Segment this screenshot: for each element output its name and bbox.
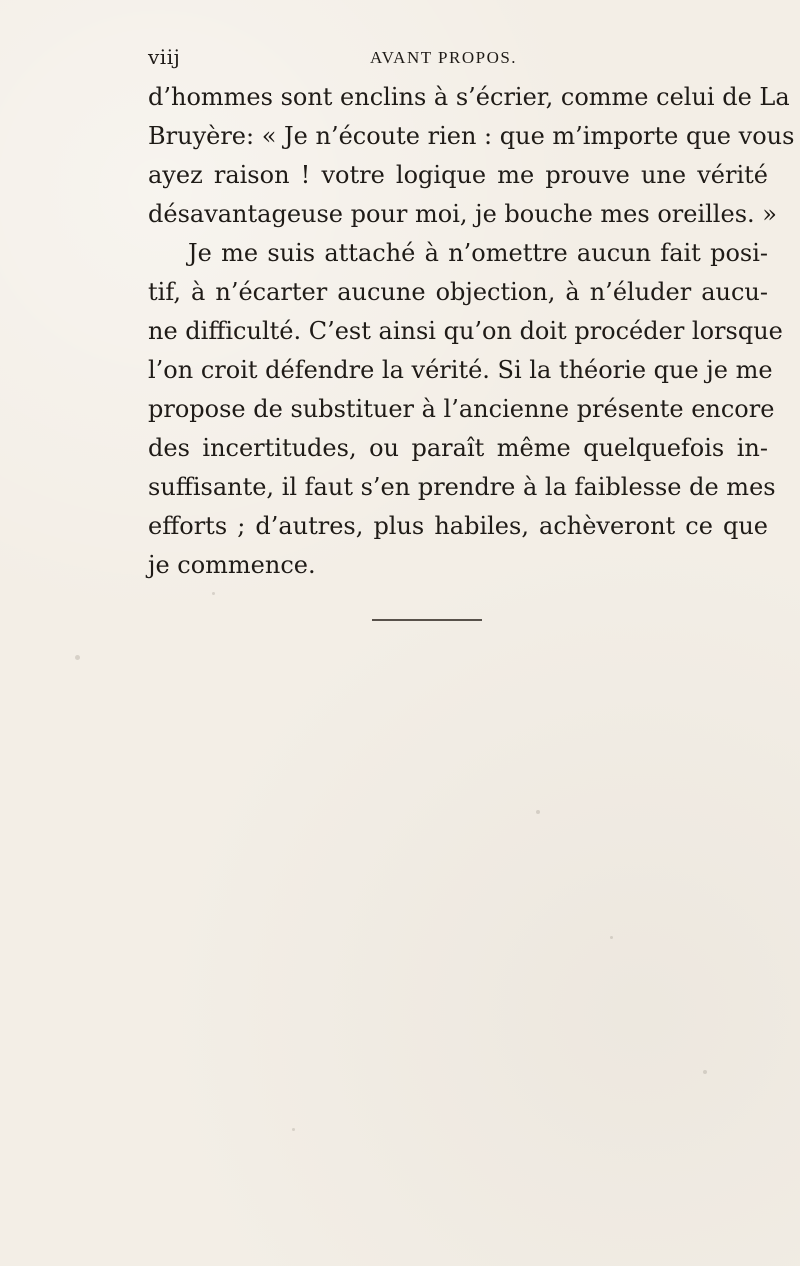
paper-speck	[610, 936, 613, 939]
text-line: ne difficulté. C’est ainsi qu’on doit procéder lorsque	[148, 317, 783, 345]
text-line: efforts ; d’autres, plus habiles, achèveront ce que	[148, 512, 768, 540]
running-head: AVANT PROPOS.	[370, 48, 518, 67]
paper-speck	[212, 592, 215, 595]
text-line: d’hommes sont enclins à s’écrier, comme celui de La	[148, 83, 790, 111]
text-line: Je me suis attaché à n’omettre aucun fait posi-	[188, 239, 768, 267]
text-line: des incertitudes, ou paraît même quelquefois in-	[148, 434, 768, 462]
page-header	[0, 45, 800, 75]
text-line: suffisante, il faut s’en prendre à la faiblesse de mes	[148, 473, 776, 501]
paper-speck	[536, 810, 540, 814]
section-divider	[372, 619, 482, 621]
text-line: tif, à n’écarter aucune objection, à n’éluder aucu-	[148, 278, 768, 306]
paper-speck	[292, 1128, 295, 1131]
body-text	[148, 78, 795, 585]
text-line: je commence.	[148, 551, 316, 579]
paper-speck	[703, 1070, 707, 1074]
text-line: l’on croit défendre la vérité. Si la théorie que je me	[148, 356, 773, 384]
text-line: Bruyère: « Je n’écoute rien : que m’importe que vous	[148, 122, 795, 150]
page-number: viij	[148, 45, 181, 69]
text-line: désavantageuse pour moi, je bouche mes oreilles. »	[148, 200, 777, 228]
text-line: propose de substituer à l’ancienne présente encore	[148, 395, 775, 423]
text-line: ayez raison ! votre logique me prouve une vérité	[148, 161, 768, 189]
paper-speck	[75, 655, 80, 660]
